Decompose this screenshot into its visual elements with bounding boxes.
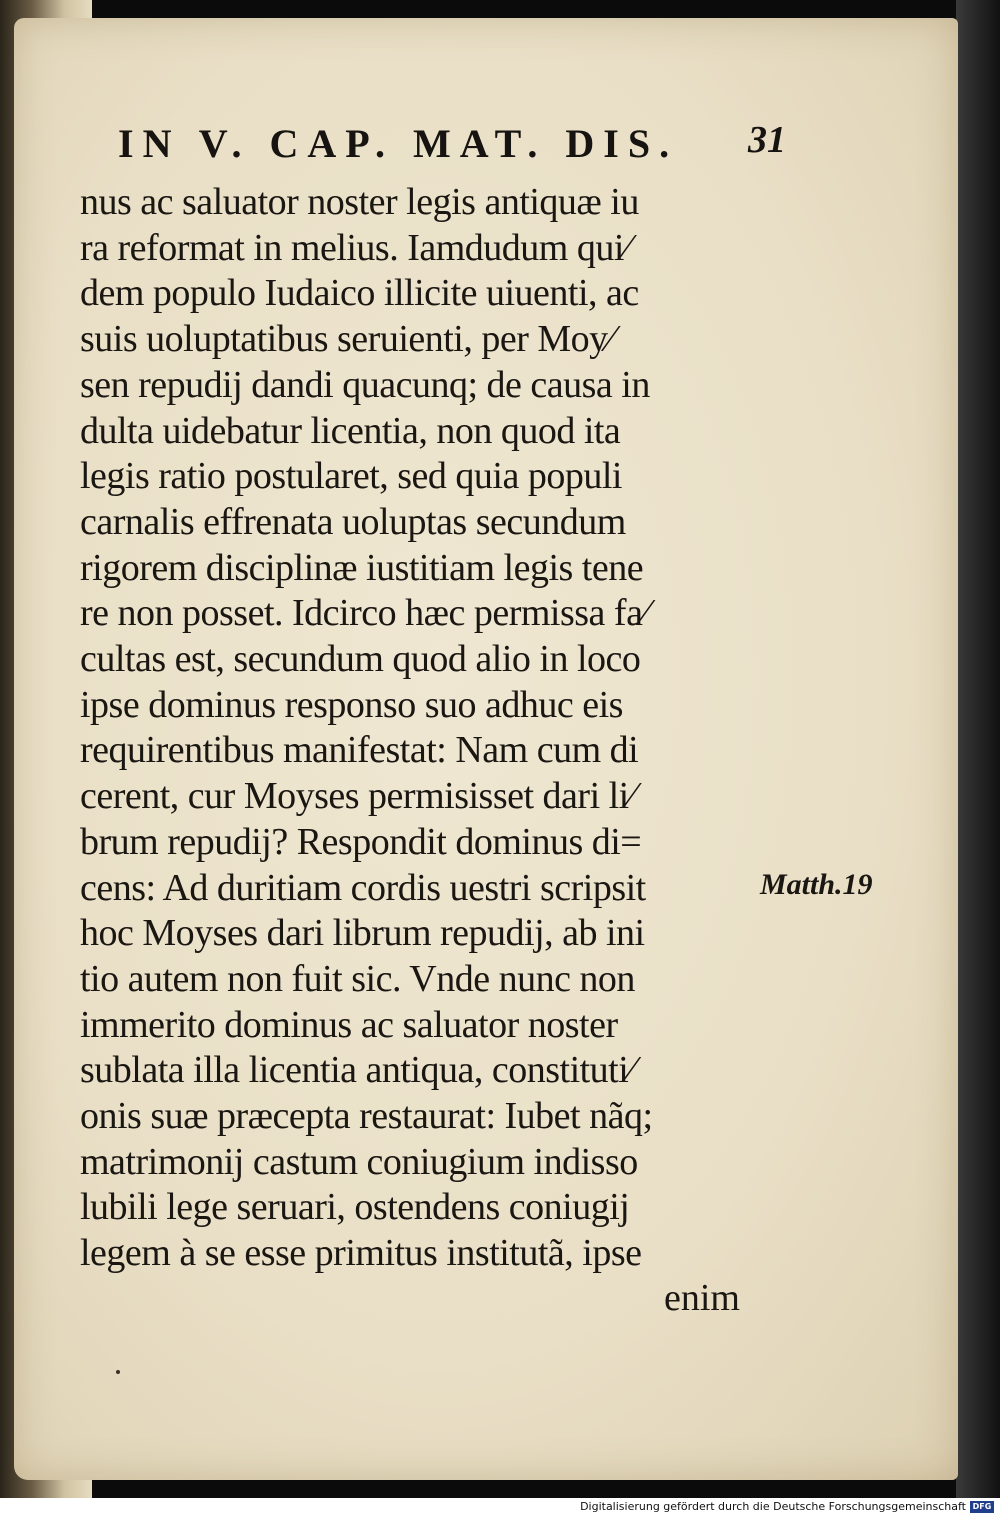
body-text <box>80 180 770 1277</box>
funding-credit: Digitalisierung gefördert durch die Deutsche Forschungsgemeinschaft <box>580 1500 966 1513</box>
folio-number: 31 <box>748 119 786 161</box>
text-line: dem populo Iudaico illicite uiuenti, ac <box>80 272 639 315</box>
dfg-logo-icon: DFG <box>970 1501 994 1513</box>
text-line: dulta uidebatur licentia, non quod ita <box>80 409 621 452</box>
text-line: legis ratio postularet, sed quia populi <box>80 455 622 498</box>
text-line: requirentibus manifestat: Nam cum di <box>80 729 639 772</box>
text-line: matrimonij castum coniugium indisso <box>80 1140 638 1183</box>
paper-speck <box>116 1370 120 1374</box>
text-line: nus ac saluator noster legis antiquæ iu <box>80 181 639 223</box>
text-line: immerito dominus ac saluator noster <box>80 1003 618 1046</box>
text-line: cultas est, secundum quod alio in loco <box>80 638 641 681</box>
text-line: suis uoluptatibus seruienti, per Moy⁄ <box>80 318 614 361</box>
page-stack-edge <box>956 0 1000 1498</box>
margin-note: Matth.19 <box>760 868 873 901</box>
text-line: hoc Moyses dari librum repudij, ab ini <box>80 912 645 955</box>
text-line: carnalis effrenata uoluptas secundum <box>80 500 626 543</box>
text-line: ra reformat in melius. Iamdudum qui⁄ <box>80 226 630 269</box>
text-line: legem à se esse primitus institutã, ipse <box>80 1232 642 1275</box>
text-line: re non posset. Idcirco hæc permissa fa⁄ <box>80 592 649 635</box>
text-line: cens: Ad duritiam cordis uestri scripsit <box>80 866 646 909</box>
running-head: IN V. CAP. MAT. DIS. <box>118 121 679 166</box>
text-line: brum repudij? Respondit dominus di= <box>80 820 642 863</box>
footer-bar <box>0 1498 1000 1516</box>
text-line: onis suæ præcepta restaurat: Iubet nãq; <box>80 1095 653 1138</box>
text-line: sen repudij dandi quacunq; de causa in <box>80 363 650 406</box>
text-line: tio autem non fuit sic. Vnde nunc non <box>80 957 635 1000</box>
text-line: cerent, cur Moyses permisisset dari li⁄ <box>80 775 635 818</box>
text-line: sublata illa licentia antiqua, constituti⁄ <box>80 1049 635 1092</box>
catchword: enim <box>664 1277 740 1319</box>
text-line: ipse dominus responso suo adhuc eis <box>80 683 623 726</box>
text-line: lubili lege seruari, ostendens coniugij <box>80 1186 630 1229</box>
text-line: rigorem disciplinæ iustitiam legis tene <box>80 546 644 589</box>
